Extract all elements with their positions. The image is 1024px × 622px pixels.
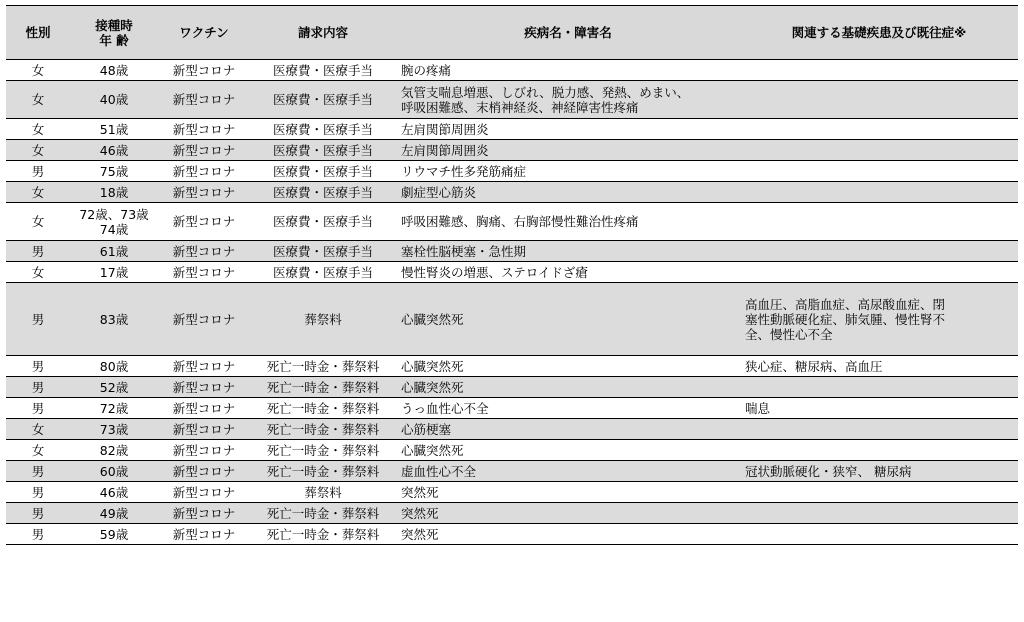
cell-sex: 女 xyxy=(6,419,70,440)
cell-disease: 左肩関節周囲炎 xyxy=(396,119,740,140)
table-row xyxy=(6,377,1018,398)
cell-age: 61歳 xyxy=(70,241,158,262)
table-row xyxy=(6,503,1018,524)
cell-vaccine: 新型コロナ xyxy=(158,283,250,356)
cell-age: 51歳 xyxy=(70,119,158,140)
cell-related-conditions xyxy=(740,203,1018,241)
cell-disease: 虚血性心不全 xyxy=(396,461,740,482)
cell-disease: 慢性腎炎の増悪、ステロイドざ瘡 xyxy=(396,262,740,283)
cell-related-conditions xyxy=(740,262,1018,283)
cell-vaccine: 新型コロナ xyxy=(158,398,250,419)
cell-disease: リウマチ性多発筋痛症 xyxy=(396,161,740,182)
cell-related-conditions: 高血圧、高脂血症、高尿酸血症、閉 塞性動脈硬化症、肺気腫、慢性腎不 全、慢性心不全 xyxy=(740,283,1018,356)
cell-related-conditions: 冠状動脈硬化・狭窄、 糖尿病 xyxy=(740,461,1018,482)
cell-related-conditions xyxy=(740,482,1018,503)
cell-disease: 塞栓性脳梗塞・急性期 xyxy=(396,241,740,262)
cell-age: 52歳 xyxy=(70,377,158,398)
cell-disease: 気管支喘息増悪、しびれ、脱力感、発熱、めまい、 呼吸困難感、末梢神経炎、神経障害性疼痛 xyxy=(396,81,740,119)
cell-age: 80歳 xyxy=(70,356,158,377)
table-row xyxy=(6,203,1018,241)
cell-sex: 男 xyxy=(6,161,70,182)
cell-claim: 医療費・医療手当 xyxy=(250,182,396,203)
cell-related-conditions xyxy=(740,524,1018,545)
cell-age: 18歳 xyxy=(70,182,158,203)
claims-table-container xyxy=(6,5,1018,545)
cell-vaccine: 新型コロナ xyxy=(158,119,250,140)
cell-related-conditions: 喘息 xyxy=(740,398,1018,419)
table-row xyxy=(6,283,1018,356)
cell-sex: 女 xyxy=(6,203,70,241)
cell-vaccine: 新型コロナ xyxy=(158,482,250,503)
cell-disease: 心臓突然死 xyxy=(396,283,740,356)
cell-sex: 男 xyxy=(6,283,70,356)
cell-age: 48歳 xyxy=(70,60,158,81)
cell-disease: 呼吸困難感、胸痛、右胸部慢性難治性疼痛 xyxy=(396,203,740,241)
cell-vaccine: 新型コロナ xyxy=(158,203,250,241)
cell-age: 46歳 xyxy=(70,482,158,503)
cell-sex: 男 xyxy=(6,524,70,545)
cell-vaccine: 新型コロナ xyxy=(158,262,250,283)
cell-sex: 男 xyxy=(6,377,70,398)
cell-age: 60歳 xyxy=(70,461,158,482)
table-row xyxy=(6,140,1018,161)
cell-age: 59歳 xyxy=(70,524,158,545)
table-row xyxy=(6,241,1018,262)
cell-sex: 女 xyxy=(6,60,70,81)
header-vaccine: ワクチン xyxy=(158,6,250,60)
header-disease: 疾病名・障害名 xyxy=(396,6,740,60)
cell-disease: 突然死 xyxy=(396,524,740,545)
cell-sex: 男 xyxy=(6,482,70,503)
cell-claim: 死亡一時金・葬祭料 xyxy=(250,461,396,482)
table-row xyxy=(6,482,1018,503)
cell-related-conditions xyxy=(740,440,1018,461)
table-row xyxy=(6,60,1018,81)
cell-disease: 突然死 xyxy=(396,482,740,503)
cell-disease: 腕の疼痛 xyxy=(396,60,740,81)
cell-claim: 医療費・医療手当 xyxy=(250,60,396,81)
cell-sex: 男 xyxy=(6,398,70,419)
cell-disease: 左肩関節周囲炎 xyxy=(396,140,740,161)
cell-claim: 死亡一時金・葬祭料 xyxy=(250,503,396,524)
header-related-conditions: 関連する基礎疾患及び既往症※ xyxy=(740,6,1018,60)
cell-related-conditions xyxy=(740,60,1018,81)
cell-claim: 葬祭料 xyxy=(250,283,396,356)
cell-disease: うっ血性心不全 xyxy=(396,398,740,419)
cell-sex: 女 xyxy=(6,182,70,203)
cell-vaccine: 新型コロナ xyxy=(158,60,250,81)
cell-vaccine: 新型コロナ xyxy=(158,182,250,203)
cell-claim: 死亡一時金・葬祭料 xyxy=(250,377,396,398)
cell-sex: 女 xyxy=(6,440,70,461)
table-row xyxy=(6,182,1018,203)
cell-age: 82歳 xyxy=(70,440,158,461)
table-row xyxy=(6,419,1018,440)
cell-vaccine: 新型コロナ xyxy=(158,461,250,482)
cell-related-conditions xyxy=(740,377,1018,398)
table-row xyxy=(6,524,1018,545)
cell-related-conditions xyxy=(740,241,1018,262)
header-age: 接種時 年 齢 xyxy=(70,6,158,60)
cell-age: 75歳 xyxy=(70,161,158,182)
cell-vaccine: 新型コロナ xyxy=(158,440,250,461)
cell-claim: 医療費・医療手当 xyxy=(250,81,396,119)
table-row xyxy=(6,262,1018,283)
cell-sex: 女 xyxy=(6,81,70,119)
header-sex: 性別 xyxy=(6,6,70,60)
table-row xyxy=(6,356,1018,377)
cell-age: 83歳 xyxy=(70,283,158,356)
table-row xyxy=(6,161,1018,182)
cell-age: 72歳、73歳 74歳 xyxy=(70,203,158,241)
cell-claim: 死亡一時金・葬祭料 xyxy=(250,398,396,419)
cell-related-conditions: 狭心症、糖尿病、高血圧 xyxy=(740,356,1018,377)
cell-disease: 心臓突然死 xyxy=(396,377,740,398)
cell-vaccine: 新型コロナ xyxy=(158,241,250,262)
cell-claim: 死亡一時金・葬祭料 xyxy=(250,419,396,440)
table-header-row xyxy=(6,6,1018,60)
cell-age: 40歳 xyxy=(70,81,158,119)
cell-related-conditions xyxy=(740,161,1018,182)
cell-sex: 女 xyxy=(6,140,70,161)
cell-age: 72歳 xyxy=(70,398,158,419)
cell-claim: 医療費・医療手当 xyxy=(250,140,396,161)
cell-related-conditions xyxy=(740,119,1018,140)
cell-sex: 男 xyxy=(6,461,70,482)
cell-claim: 死亡一時金・葬祭料 xyxy=(250,440,396,461)
cell-vaccine: 新型コロナ xyxy=(158,524,250,545)
cell-related-conditions xyxy=(740,81,1018,119)
cell-disease: 心臓突然死 xyxy=(396,356,740,377)
cell-sex: 女 xyxy=(6,262,70,283)
table-row xyxy=(6,81,1018,119)
cell-sex: 女 xyxy=(6,119,70,140)
table-row xyxy=(6,119,1018,140)
cell-disease: 心臓突然死 xyxy=(396,440,740,461)
cell-vaccine: 新型コロナ xyxy=(158,81,250,119)
cell-claim: 医療費・医療手当 xyxy=(250,119,396,140)
cell-claim: 死亡一時金・葬祭料 xyxy=(250,524,396,545)
cell-sex: 男 xyxy=(6,241,70,262)
cell-claim: 医療費・医療手当 xyxy=(250,241,396,262)
cell-related-conditions xyxy=(740,182,1018,203)
cell-claim: 死亡一時金・葬祭料 xyxy=(250,356,396,377)
cell-related-conditions xyxy=(740,503,1018,524)
claims-table xyxy=(6,5,1018,545)
cell-vaccine: 新型コロナ xyxy=(158,356,250,377)
cell-claim: 葬祭料 xyxy=(250,482,396,503)
cell-disease: 突然死 xyxy=(396,503,740,524)
cell-age: 17歳 xyxy=(70,262,158,283)
cell-vaccine: 新型コロナ xyxy=(158,140,250,161)
cell-claim: 医療費・医療手当 xyxy=(250,203,396,241)
table-row xyxy=(6,440,1018,461)
cell-sex: 男 xyxy=(6,356,70,377)
cell-disease: 劇症型心筋炎 xyxy=(396,182,740,203)
header-claim: 請求内容 xyxy=(250,6,396,60)
cell-vaccine: 新型コロナ xyxy=(158,503,250,524)
cell-age: 46歳 xyxy=(70,140,158,161)
cell-vaccine: 新型コロナ xyxy=(158,419,250,440)
cell-claim: 医療費・医療手当 xyxy=(250,262,396,283)
cell-age: 49歳 xyxy=(70,503,158,524)
cell-vaccine: 新型コロナ xyxy=(158,161,250,182)
cell-disease: 心筋梗塞 xyxy=(396,419,740,440)
cell-related-conditions xyxy=(740,140,1018,161)
cell-age: 73歳 xyxy=(70,419,158,440)
cell-sex: 男 xyxy=(6,503,70,524)
cell-related-conditions xyxy=(740,419,1018,440)
table-row xyxy=(6,461,1018,482)
cell-claim: 医療費・医療手当 xyxy=(250,161,396,182)
table-row xyxy=(6,398,1018,419)
cell-vaccine: 新型コロナ xyxy=(158,377,250,398)
